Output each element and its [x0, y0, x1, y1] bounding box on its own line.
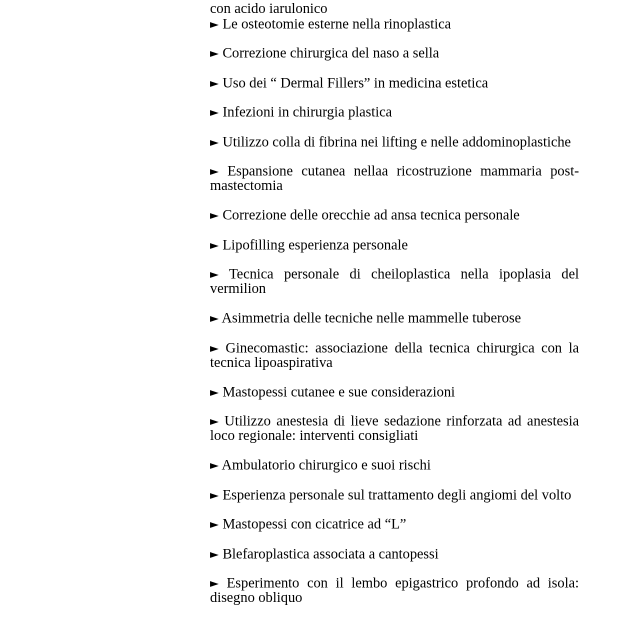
- list-item-label: Correzione delle orecchie ad ansa tecnica personale: [218, 207, 520, 224]
- list-item: [210, 164, 579, 194]
- list-item: [210, 46, 579, 61]
- list-item: [210, 488, 579, 503]
- list-item: [210, 238, 579, 253]
- bullet-triangle-icon: ►: [210, 134, 219, 149]
- list-item-label: Uso dei “ Dermal Fillers” in medicina estetica: [218, 75, 489, 92]
- list-item-label: Ginecomastic: associazione della tecnica chirurgica con la tecnica lipoaspirativa: [210, 340, 579, 371]
- list-item: [210, 458, 579, 473]
- list-item: [210, 341, 579, 371]
- list-item: [210, 105, 579, 120]
- list-item-label: Espansione cutanea nellaa ricostruzione mammaria post-mastectomia: [210, 163, 579, 195]
- list-item: [210, 517, 579, 532]
- list-item-label: Mastopessi cutanee e sue considerazioni: [218, 384, 456, 401]
- list-item-label: Lipofilling esperienza personale: [218, 237, 408, 254]
- bullet-triangle-icon: ►: [210, 164, 219, 179]
- list-item: [210, 17, 579, 32]
- list-item-label: Ambulatorio chirurgico e suoi rischi: [218, 457, 431, 474]
- bullet-triangle-icon: ►: [210, 458, 219, 473]
- bullet-triangle-icon: ►: [210, 237, 219, 252]
- list-item: [210, 135, 579, 150]
- list-item-label: Le osteotomie esterne nella rinoplastica: [218, 16, 452, 33]
- list-item: [210, 208, 579, 223]
- list-item: [210, 385, 579, 400]
- list-item-label: Utilizzo colla di fibrina nei lifting e nelle addominoplastiche: [218, 134, 571, 151]
- list-item-label: Tecnica personale di cheiloplastica nella ipoplasia del vermilion: [210, 266, 579, 298]
- bullet-triangle-icon: ►: [210, 340, 219, 355]
- bullet-triangle-icon: ►: [210, 267, 219, 282]
- list-item-label: Esperienza personale sul trattamento degli angiomi del volto: [218, 487, 572, 504]
- bullet-triangle-icon: ►: [210, 311, 219, 326]
- continuation-line: con acido iarulonico: [210, 1, 328, 17]
- list-item-label: Asimmetria delle tecniche nelle mammelle tuberose: [218, 310, 521, 327]
- list-item-label: Correzione chirurgica del naso a sella: [218, 45, 440, 62]
- bullet-triangle-icon: ►: [210, 16, 219, 31]
- bullet-list: [210, 17, 579, 606]
- list-item-label: Esperimento con il lembo epigastrico profondo ad isola: disegno obliquo: [210, 575, 579, 607]
- text-column: [210, 2, 579, 606]
- bullet-triangle-icon: ►: [210, 517, 219, 532]
- bullet-triangle-icon: ►: [210, 46, 219, 61]
- bullet-triangle-icon: ►: [210, 576, 219, 591]
- list-item: [210, 76, 579, 91]
- list-item-label: Infezioni in chirurgia plastica: [218, 104, 393, 121]
- list-item: [210, 576, 579, 606]
- list-item: [210, 267, 579, 297]
- bullet-triangle-icon: ►: [210, 75, 219, 90]
- list-item: [210, 414, 579, 444]
- bullet-triangle-icon: ►: [210, 384, 219, 399]
- bullet-triangle-icon: ►: [210, 546, 219, 561]
- list-item-label: Utilizzo anestesia di lieve sedazione rinforzata ad anestesia loco regionale: interventi consigliati: [210, 413, 579, 445]
- list-item-label: Blefaroplastica associata a cantopessi: [218, 546, 439, 563]
- bullet-triangle-icon: ►: [210, 487, 219, 502]
- list-item: [210, 547, 579, 562]
- bullet-triangle-icon: ►: [210, 208, 219, 223]
- list-item-label: Mastopessi con cicatrice ad “L”: [218, 516, 407, 533]
- list-item: [210, 311, 579, 326]
- bullet-triangle-icon: ►: [210, 105, 219, 120]
- bullet-triangle-icon: ►: [210, 414, 219, 429]
